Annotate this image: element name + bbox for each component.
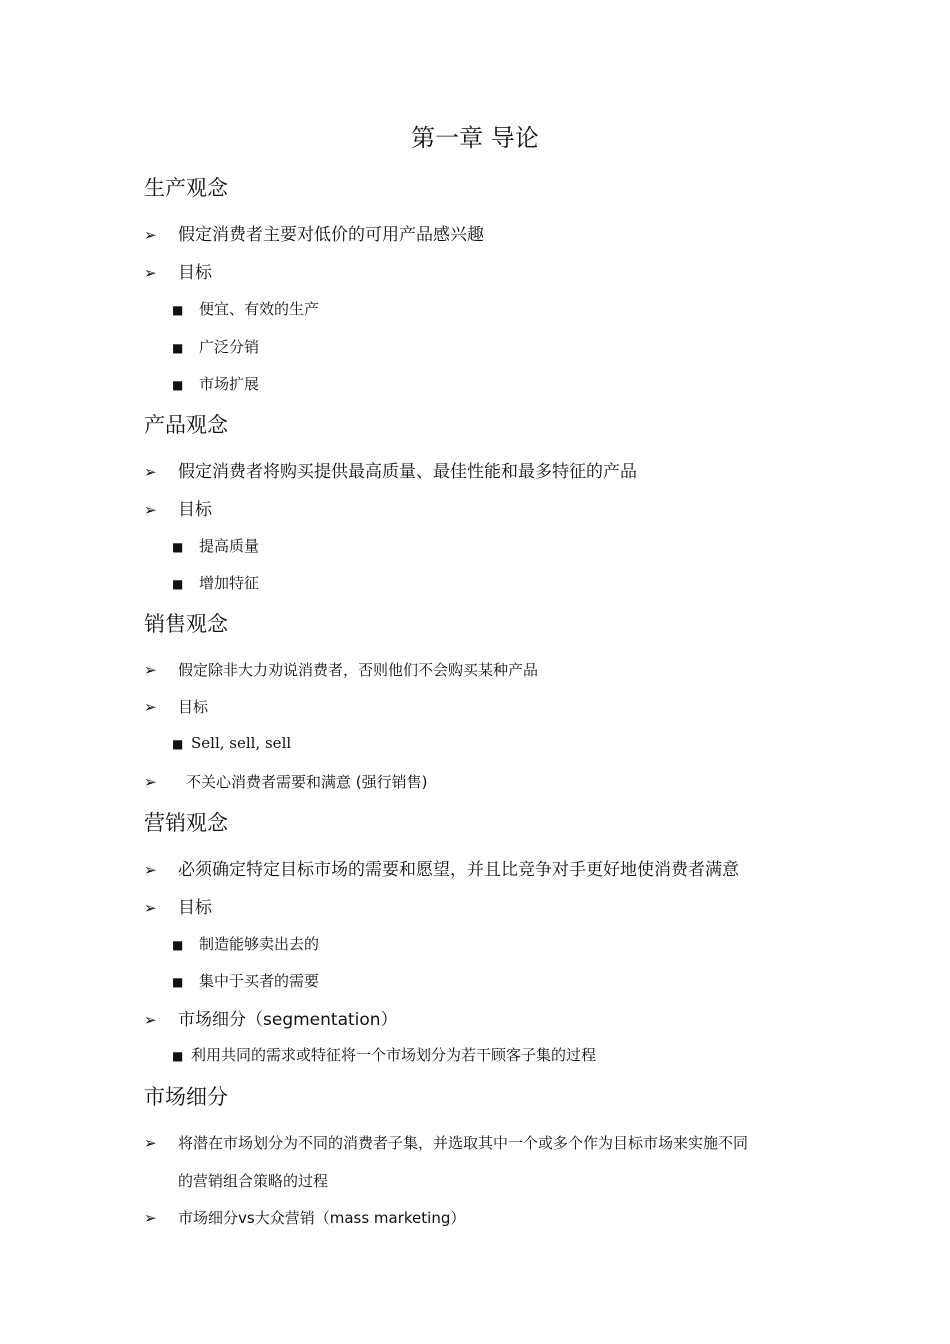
square-bullet-icon: ■ bbox=[172, 540, 184, 554]
arrow-bullet-icon: ➢ bbox=[144, 463, 157, 481]
list-item: ➢ 目标 bbox=[144, 898, 212, 918]
list-item: ➢ 市场细分vs大众营销（mass marketing） bbox=[144, 1209, 466, 1227]
square-bullet-icon: ■ bbox=[172, 1049, 184, 1063]
arrow-bullet-icon: ➢ bbox=[144, 1134, 157, 1152]
arrow-bullet-icon: ➢ bbox=[144, 264, 157, 282]
arrow-bullet-icon: ➢ bbox=[144, 1209, 157, 1227]
sub-list-item: ■ 利用共同的需求或特征将一个市场划分为若干顾客子集的过程 bbox=[172, 1046, 597, 1064]
section-heading-market-segmentation: 市场细分 bbox=[144, 1085, 228, 1109]
arrow-bullet-icon: ➢ bbox=[144, 899, 157, 917]
square-bullet-icon: ■ bbox=[172, 975, 184, 989]
page-title: 第一章 导论 bbox=[411, 124, 539, 152]
list-item-continuation: 的营销组合策略的过程 bbox=[178, 1172, 329, 1190]
arrow-bullet-icon: ➢ bbox=[144, 661, 157, 679]
arrow-bullet-icon: ➢ bbox=[144, 773, 157, 791]
sub-list-item: ■ 制造能够卖出去的 bbox=[172, 935, 320, 953]
list-item: ➢ 市场细分（segmentation） bbox=[144, 1010, 398, 1030]
arrow-bullet-icon: ➢ bbox=[144, 861, 157, 879]
sub-list-item: ■ 便宜、有效的生产 bbox=[172, 300, 320, 318]
square-bullet-icon: ■ bbox=[172, 341, 184, 355]
sub-list-item: ■ 增加特征 bbox=[172, 574, 260, 592]
sub-list-item: ■ Sell, sell, sell bbox=[172, 734, 292, 752]
sub-list-item: ■ 提高质量 bbox=[172, 537, 260, 555]
square-bullet-icon: ■ bbox=[172, 378, 184, 392]
arrow-bullet-icon: ➢ bbox=[144, 1011, 157, 1029]
square-bullet-icon: ■ bbox=[172, 577, 184, 591]
list-item: ➢ 将潜在市场划分为不同的消费者子集，并选取其中一个或多个作为目标市场来实施不同 bbox=[144, 1134, 749, 1152]
list-item: ➢ 目标 bbox=[144, 698, 209, 716]
section-heading-marketing-concept: 营销观念 bbox=[144, 811, 228, 835]
section-heading-production-concept: 生产观念 bbox=[144, 176, 228, 200]
square-bullet-icon: ■ bbox=[172, 938, 184, 952]
square-bullet-icon: ■ bbox=[172, 303, 184, 317]
section-heading-product-concept: 产品观念 bbox=[144, 413, 228, 437]
section-heading-selling-concept: 销售观念 bbox=[144, 612, 228, 636]
list-item: ➢ 假定除非大力劝说消费者，否则他们不会购买某种产品 bbox=[144, 661, 539, 679]
arrow-bullet-icon: ➢ bbox=[144, 501, 157, 519]
list-item: ➢ 目标 bbox=[144, 500, 212, 520]
list-item: ➢ 目标 bbox=[144, 263, 212, 283]
arrow-bullet-icon: ➢ bbox=[144, 698, 157, 716]
list-item: ➢ 必须确定特定目标市场的需要和愿望，并且比竞争对手更好地使消费者满意 bbox=[144, 860, 739, 880]
sub-list-item: ■ 集中于买者的需要 bbox=[172, 972, 320, 990]
list-item: ➢ 不关心消费者需要和满意 (强行销售) bbox=[144, 773, 428, 791]
list-item: ➢ 假定消费者主要对低价的可用产品感兴趣 bbox=[144, 225, 484, 245]
list-item: ➢ 假定消费者将购买提供最高质量、最佳性能和最多特征的产品 bbox=[144, 462, 637, 482]
arrow-bullet-icon: ➢ bbox=[144, 226, 157, 244]
square-bullet-icon: ■ bbox=[172, 737, 184, 751]
sub-list-item: ■ 广泛分销 bbox=[172, 338, 260, 356]
sub-list-item: ■ 市场扩展 bbox=[172, 375, 260, 393]
